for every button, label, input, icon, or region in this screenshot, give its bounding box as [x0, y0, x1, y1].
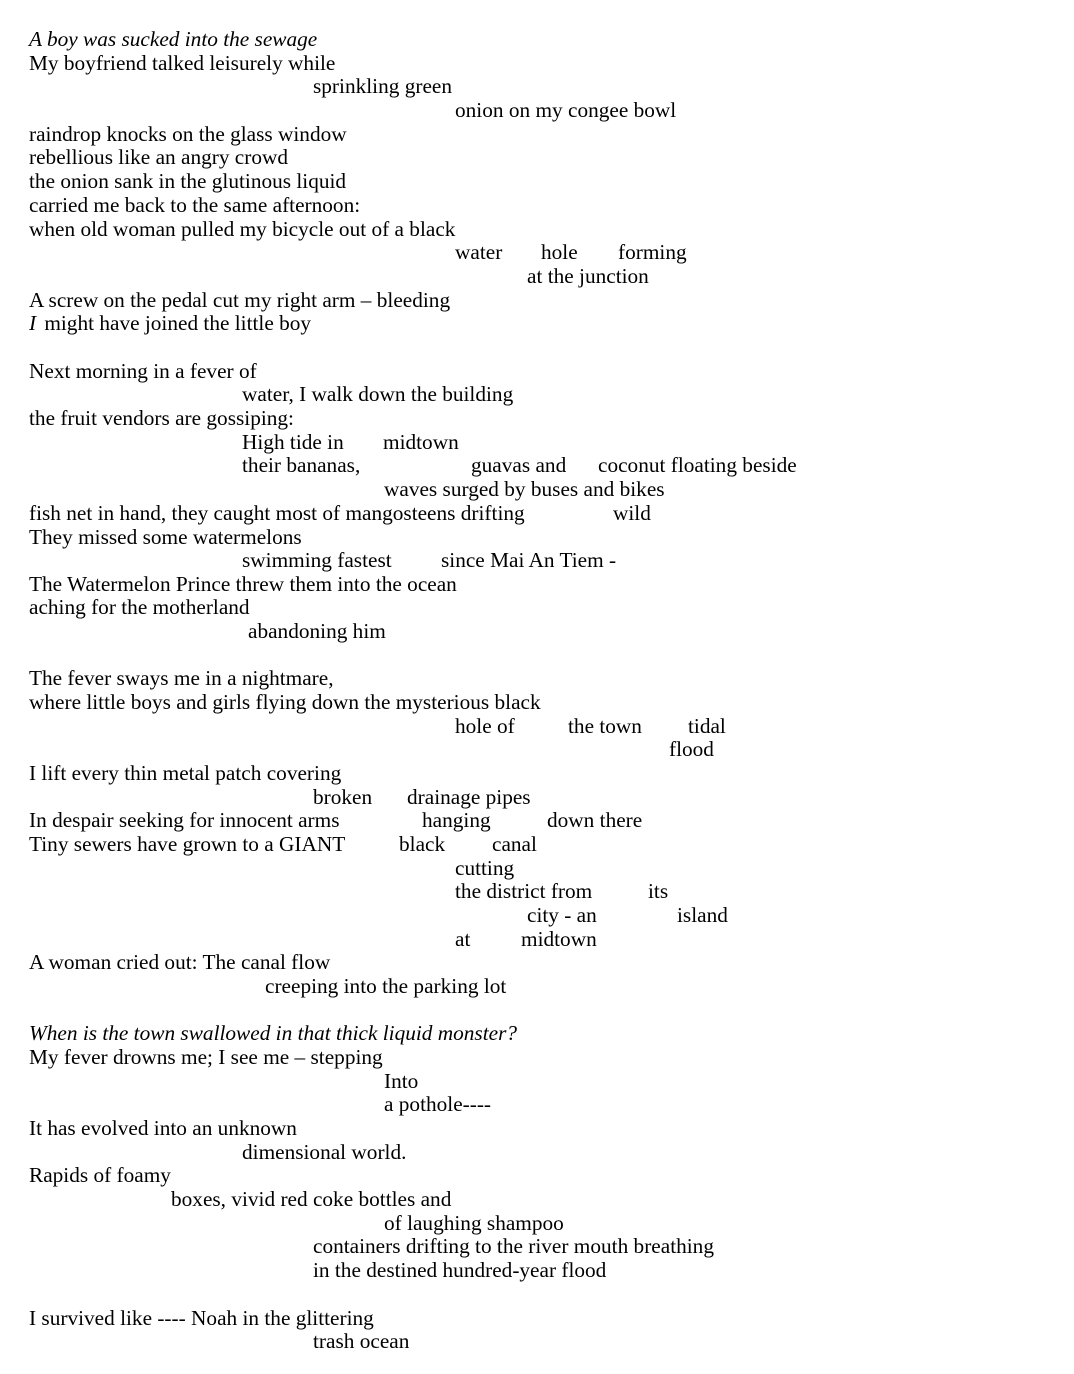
poem-text: It has evolved into an unknown	[29, 1116, 297, 1140]
poem-line	[0, 1140, 1074, 1164]
poem-line	[0, 406, 1074, 430]
poem-text: raindrop knocks on the glass window	[29, 122, 347, 146]
poem-line	[0, 145, 1074, 169]
poem-text: trash ocean	[313, 1329, 410, 1353]
poem-line	[0, 193, 1074, 217]
poem-line	[0, 1329, 1074, 1353]
poem-line	[0, 714, 1074, 738]
poem-text: The fever sways me in a nightmare,	[29, 666, 334, 690]
poem-text: a pothole----	[384, 1092, 492, 1116]
poem-text: High tide in	[242, 430, 344, 454]
poem-line	[0, 1092, 1074, 1116]
poem-text: They missed some watermelons	[29, 525, 302, 549]
poem-text: at	[455, 927, 471, 951]
poem-line	[0, 169, 1074, 193]
poem-text: I lift every thin metal patch covering	[29, 761, 342, 785]
poem-text: onion on my congee bowl	[455, 98, 677, 122]
poem-line	[0, 761, 1074, 785]
poem-line	[0, 950, 1074, 974]
poem-text: in the destined hundred-year flood	[313, 1258, 607, 1282]
poem-line	[0, 311, 1074, 335]
poem-text: Next morning in a fever of	[29, 359, 257, 383]
poem-line	[0, 832, 1074, 856]
poem-line	[0, 240, 1074, 264]
poem-line	[0, 122, 1074, 146]
poem-line	[0, 856, 1074, 880]
poem-line	[0, 264, 1074, 288]
poem-line	[0, 477, 1074, 501]
poem-text: My boyfriend talked leisurely while	[29, 51, 336, 75]
poem-line	[0, 690, 1074, 714]
poem-text: drainage pipes	[407, 785, 531, 809]
poem-text: the onion sank in the glutinous liquid	[29, 169, 347, 193]
poem-line	[0, 1187, 1074, 1211]
poem-text: island	[677, 903, 728, 927]
poem-text: midtown	[521, 927, 597, 951]
poem-line	[0, 501, 1074, 525]
poem-line	[0, 737, 1074, 761]
poem-line	[0, 74, 1074, 98]
poem-line	[0, 288, 1074, 312]
poem-line	[0, 1045, 1074, 1069]
poem-line	[0, 1116, 1074, 1140]
poem-text: The Watermelon Prince threw them into the ocean	[29, 572, 457, 596]
poem-text: hole	[541, 240, 578, 264]
poem-line	[0, 51, 1074, 75]
poem-text: at the junction	[527, 264, 649, 288]
poem-line	[0, 1234, 1074, 1258]
poem-line	[0, 879, 1074, 903]
poem-text: cutting	[455, 856, 515, 880]
poem-line	[0, 359, 1074, 383]
poem-text: My fever drowns me; I see me – stepping	[29, 1045, 383, 1069]
poem-text: I	[29, 311, 37, 335]
poem-text: city - an	[527, 903, 597, 927]
poem-line	[0, 572, 1074, 596]
poem-text: water	[455, 240, 503, 264]
poem-text: the district from	[455, 879, 593, 903]
poem-line	[0, 1021, 1074, 1045]
poem-text: aching for the motherland	[29, 595, 250, 619]
poem-text: sprinkling green	[313, 74, 452, 98]
poem-text: Tiny sewers have grown to a GIANT	[29, 832, 346, 856]
poem-text: boxes, vivid red coke bottles and	[171, 1187, 452, 1211]
poem-line	[0, 927, 1074, 951]
poem-line	[0, 808, 1074, 832]
poem-line	[0, 1069, 1074, 1093]
poem-text: rebellious like an angry crowd	[29, 145, 289, 169]
poem-text: black	[399, 832, 446, 856]
poem-text: Rapids of foamy	[29, 1163, 171, 1187]
poem-text: hole of	[455, 714, 515, 738]
poem-text: A woman cried out: The canal flow	[29, 950, 331, 974]
poem-text: creeping into the parking lot	[265, 974, 507, 998]
poem-text: midtown	[383, 430, 459, 454]
poem-line	[0, 595, 1074, 619]
poem-text: their bananas,	[242, 453, 361, 477]
poem-text: might have joined the little boy	[39, 311, 312, 335]
poem-line	[0, 974, 1074, 998]
poem-text: of laughing shampoo	[384, 1211, 564, 1235]
poem-text: canal	[492, 832, 537, 856]
poem-text: swimming fastest	[242, 548, 392, 572]
poem-line	[0, 785, 1074, 809]
poem-text: In despair seeking for innocent arms	[29, 808, 340, 832]
poem-text: I survived like ---- Noah in the glittering	[29, 1306, 374, 1330]
poem-line	[0, 1211, 1074, 1235]
poem-line	[0, 1163, 1074, 1187]
poem-text: containers drifting to the river mouth breathing	[313, 1234, 714, 1258]
poem-text: its	[648, 879, 669, 903]
poem-text: abandoning him	[248, 619, 386, 643]
poem-line	[0, 217, 1074, 241]
poem-text: flood	[669, 737, 714, 761]
poem-line	[0, 903, 1074, 927]
poem-text: coconut floating beside	[598, 453, 797, 477]
poem-text: when old woman pulled my bicycle out of a black	[29, 217, 456, 241]
poem-text: the town	[568, 714, 642, 738]
poem-text: A screw on the pedal cut my right arm – bleeding	[29, 288, 451, 312]
poem-line	[0, 1258, 1074, 1282]
poem-text: the fruit vendors are gossiping:	[29, 406, 294, 430]
poem-line	[0, 98, 1074, 122]
poem-text: forming	[618, 240, 687, 264]
poem-line	[0, 382, 1074, 406]
poem-text: hanging	[422, 808, 491, 832]
poem-line	[0, 1306, 1074, 1330]
poem-text: carried me back to the same afternoon:	[29, 193, 361, 217]
poem-line	[0, 619, 1074, 643]
poem-text: Into	[384, 1069, 419, 1093]
poem-text: where little boys and girls flying down the mysterious black	[29, 690, 541, 714]
poem-line	[0, 548, 1074, 572]
poem-text: waves surged by buses and bikes	[384, 477, 665, 501]
poem-text: fish net in hand, they caught most of mangosteens drifting	[29, 501, 525, 525]
poem-text: dimensional world.	[242, 1140, 407, 1164]
poem-text: water, I walk down the building	[242, 382, 514, 406]
poem-line	[0, 453, 1074, 477]
poem-text: A boy was sucked into the sewage	[29, 27, 318, 51]
poem-text: wild	[613, 501, 651, 525]
poem-line	[0, 666, 1074, 690]
poem-text: tidal	[688, 714, 726, 738]
poem-text: When is the town swallowed in that thick liquid monster?	[29, 1021, 518, 1045]
poem-text: guavas and	[471, 453, 567, 477]
poem-line	[0, 525, 1074, 549]
poem-text: broken	[313, 785, 373, 809]
poem-line	[0, 27, 1074, 51]
poem-line	[0, 430, 1074, 454]
poem-text: since Mai An Tiem -	[441, 548, 617, 572]
poem-text: down there	[547, 808, 643, 832]
